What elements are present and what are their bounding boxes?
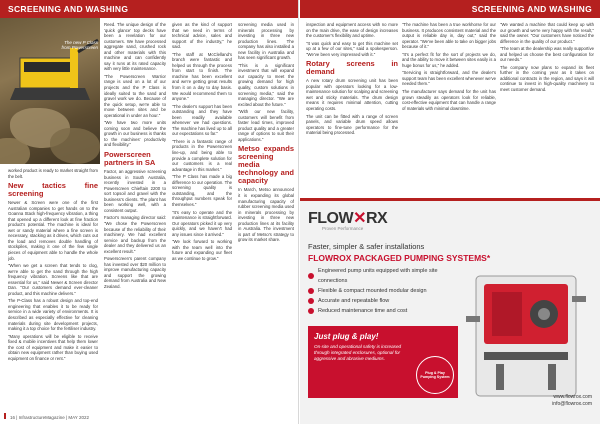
ad-promo-box (308, 326, 458, 398)
section-heading: Powerscreen partners in SA (104, 150, 156, 168)
logo-x-icon: ✕ (353, 210, 366, 227)
bullet-dot-icon (308, 273, 314, 279)
left-page (0, 0, 299, 424)
paragraph: "It's a perfect fit for the sort of projects we do, and the ability to move it between sites easily is a huge bonus for us," he added. (402, 51, 496, 68)
paragraph: A new rotary drum screening unit has been popular with operators looking for a low-maintenance solution for scalping and screening wet and sticky materials. The drum design means it requires minimal attention, cutting operating costs. (306, 78, 398, 112)
page-footer: 16 | InfrastructureMagazine | MAY 2022 (10, 415, 89, 420)
paragraph: given as the kind of support that we need in terms of technical advice, sales and support of the industry," he said. (172, 22, 232, 50)
ad-accent-strip (300, 198, 600, 201)
paragraph: "It's easy to operate and the maintenance is straightforward. Our operators picked it up very quickly, and we haven't had any issues since it arrived." (172, 209, 232, 237)
right-page (300, 0, 600, 424)
paragraph: "When we get a screen that tends to clog, we're able to get the sand through the high frequency vibration. Screens like that are essential for us," said Newer & Screen director Dan. "Our customers demand ever-cleaner product, and this machine delivers." (8, 263, 98, 296)
screening-machine-photo (0, 18, 100, 164)
paragraph: "We look forward to working with the team well into the future and expanding our fleet as we continue to grow." (172, 239, 232, 261)
paragraph: Factor's managing director said: "We chose the Powerscreen because of the reliability of their machinery. We had excellent service and backup from the dealer and they delivered us an excellent result." (104, 215, 166, 254)
paragraph: "The team at the dealership was really supportive and helped us choose the best configuration for our needs." (500, 46, 594, 63)
photo-caption: The new P Class from Powerscreen (61, 40, 98, 51)
ad-tagline: Proven Performance (322, 226, 364, 231)
feature-item: Flexible & compact mounted modular design (308, 286, 468, 296)
paragraph: The unit can be fitted with a range of screen panels, and variable drum speed allows operators to fine-tune performance for the material being processed. (306, 113, 398, 136)
paragraph: The company now plans to expand its fleet further in the coming year as it takes on additional contracts in the region, and says it will continue to invest in high-quality machinery to meet customer demand. (500, 64, 594, 93)
section-banner: SCREENING AND WASHING (300, 0, 600, 18)
plug-play-stamp-icon: Plug & Play Pumping System (416, 356, 454, 394)
flowrox-advertisement[interactable] (300, 198, 600, 424)
ad-headline: Faster, simpler & safer installations (308, 242, 425, 251)
email-link[interactable]: info@flowrox.com (552, 401, 592, 407)
paragraph: "We wanted a machine that could keep up with our growth and we're very happy with the result," said the owner. "Our customers have noticed the difference in the quality of our product." (500, 22, 594, 44)
section-heading: Rotary screens in demand (306, 59, 398, 77)
paragraph: "The Powerscreen Warrior range is used on a lot of our projects and the P Class is ideally suited to the sand and gravel work we do. Because of the quick setup, we're able to move between sites and be operational in under an hour." (104, 73, 166, 118)
paragraph: Powerscreen's parent company has invested over $20 million to improve manufacturing capacity and support the growing demand from Australia and New Zealand. (104, 256, 166, 289)
paragraph: "Many operations will be eligible to receive fixed & mobile incentives that help them lower the cost of equipment and make it easier to obtain new equipment rather than buying used equipment on finance or rent." (8, 333, 98, 361)
paragraph: Reed. The unique design of the 'quick glance' top decks have been a revelation for our customers. We have processed aggregate sand, crushed rock and other materials with this machine and can confidently say it runs at its rated capacity with very little maintenance. (104, 22, 166, 72)
ad-title: FLOWROX PACKAGED PUMPING SYSTEMS* (308, 253, 491, 263)
ad-contact[interactable] (552, 394, 592, 408)
feature-item: Reduced maintenance time and cost (308, 306, 468, 316)
paragraph: The P-Class has a robust design and top-end engineering that enables it to be ready for service in a wide variety of environments. It is described as especially effective for cleaning materials during site development projects, making it a top choice for the fertiliser industry. (8, 298, 98, 332)
bullet-dot-icon (308, 288, 314, 294)
website-link[interactable]: www.flowrox.com (553, 394, 592, 400)
paragraph: "The machine has been a true workhorse for our business. It produces consistent material and the output is reliable day in, day out," said the operator. "We've been able to take on bigger jobs because of it." (402, 22, 496, 50)
article-column-3 (172, 22, 232, 412)
paragraph: "With our new facility, customers will benefit from faster lead times, improved product quality and a greater range of options to suit their applications." (238, 109, 294, 142)
paragraph: "Servicing is straightforward, and the dealer's support team has been excellent whenever we've needed them." (402, 70, 496, 87)
paragraph: "The dealer's support has been outstanding and they have been readily available whenever we had questions. The machine has lived up to all our expectations so far." (172, 103, 232, 137)
paragraph: worked product is ready to market straight from the belt. (8, 168, 98, 179)
pump-system-illustration (466, 256, 586, 406)
section-heading: Metso expands screening media technology and capacity (238, 144, 294, 186)
paragraph: The manufacturer says demand for the unit has grown steadily as operators look for reliable, cost-effective equipment that can handle a range of materials with minimal downtime. (402, 89, 496, 111)
footer-accent (4, 413, 6, 419)
paragraph: "We have two more units coming soon and believe the growth in our business is thanks to the machines' productivity and flexibility." (104, 120, 166, 148)
paragraph: "The P Class has made a big difference to our operation. The screening quality is outstanding, and the throughput numbers speak for themselves." (172, 174, 232, 207)
promo-heading: Just plug & play! (314, 332, 379, 341)
paragraph: "There is a fantastic range of products in the Powerscreen line-up, and being able to provide a complete solution for our customers is a real advantage in this market." (172, 138, 232, 172)
feature-item: Accurate and repeatable flow (308, 296, 468, 306)
paragraph: "It was quick and easy to get this machine set up at a few of our sites," said a spokesperson. "We've been very impressed with it." (306, 40, 398, 57)
paragraph: "The staff at McClelland's branch were fantastic and helped us through the process from start to finish. The machine has been excellent and we're getting great results from it on a day to day basis. We would recommend them to anyone." (172, 51, 232, 102)
article-column-7 (500, 22, 594, 194)
flowrox-logo: FLOW✕RX (308, 210, 388, 227)
promo-body: On-site and operational safety is increased through integrated enclosures, optional for aggressive and abrasive mediums. (314, 344, 402, 361)
ad-feature-list (308, 266, 468, 316)
section-banner: SCREENING AND WASHING (0, 0, 298, 18)
bullet-dot-icon (308, 298, 314, 304)
article-column-6 (402, 22, 496, 194)
section-heading: New tactics fine screening (8, 181, 98, 199)
paragraph: In March, Metso announced it is expanding its global manufacturing capacity of rubber screening media used in minerals processing by investing in three new production lines at its facility in Australia. The investment is part of Metso's strategy to grow its market share. (238, 187, 294, 243)
article-column-2 (104, 22, 166, 412)
paragraph: screening media used in minerals processing by investing in three new production lines. The company has also installed a new facility in Australia and has seen significant growth. (238, 22, 294, 61)
feature-item: Engineered pump units equipped with simple site connections (308, 266, 468, 286)
paragraph: inspection and equipment access with no more on the main drive, the ease of design increases the customer's flexibility and uptime. (306, 22, 398, 39)
paragraph: Factor, an aggressive screening business in South Australia, recently invested in a Powerscreen Chieftain 2200 to sort topsoil and gravel with the business's clients. The plant has been working well, with a consistent output. (104, 169, 166, 213)
article-column-1 (8, 168, 98, 412)
paragraph: "This is a significant investment that will expand our capacity to meet the growing demand for high quality, custom solutions in screening media," said the managing director. "We are excited about the future." (238, 62, 294, 107)
article-column-4 (238, 22, 294, 412)
article-column-5 (306, 22, 398, 194)
paragraph: Newer & Screen were one of the first Australian companies to get hands on to the Goanna Stack high-frequency vibration, a thing that opened up a different look at fine fraction product's potential. The machine is ideal for wet or sandy material where a fine screen is necessary, stacking as it drives, which cuts out the load and removes double handling of stockpiles, making it one of the few single pieces of equipment able to handle the whole job. (8, 200, 98, 261)
bullet-dot-icon (308, 308, 314, 314)
